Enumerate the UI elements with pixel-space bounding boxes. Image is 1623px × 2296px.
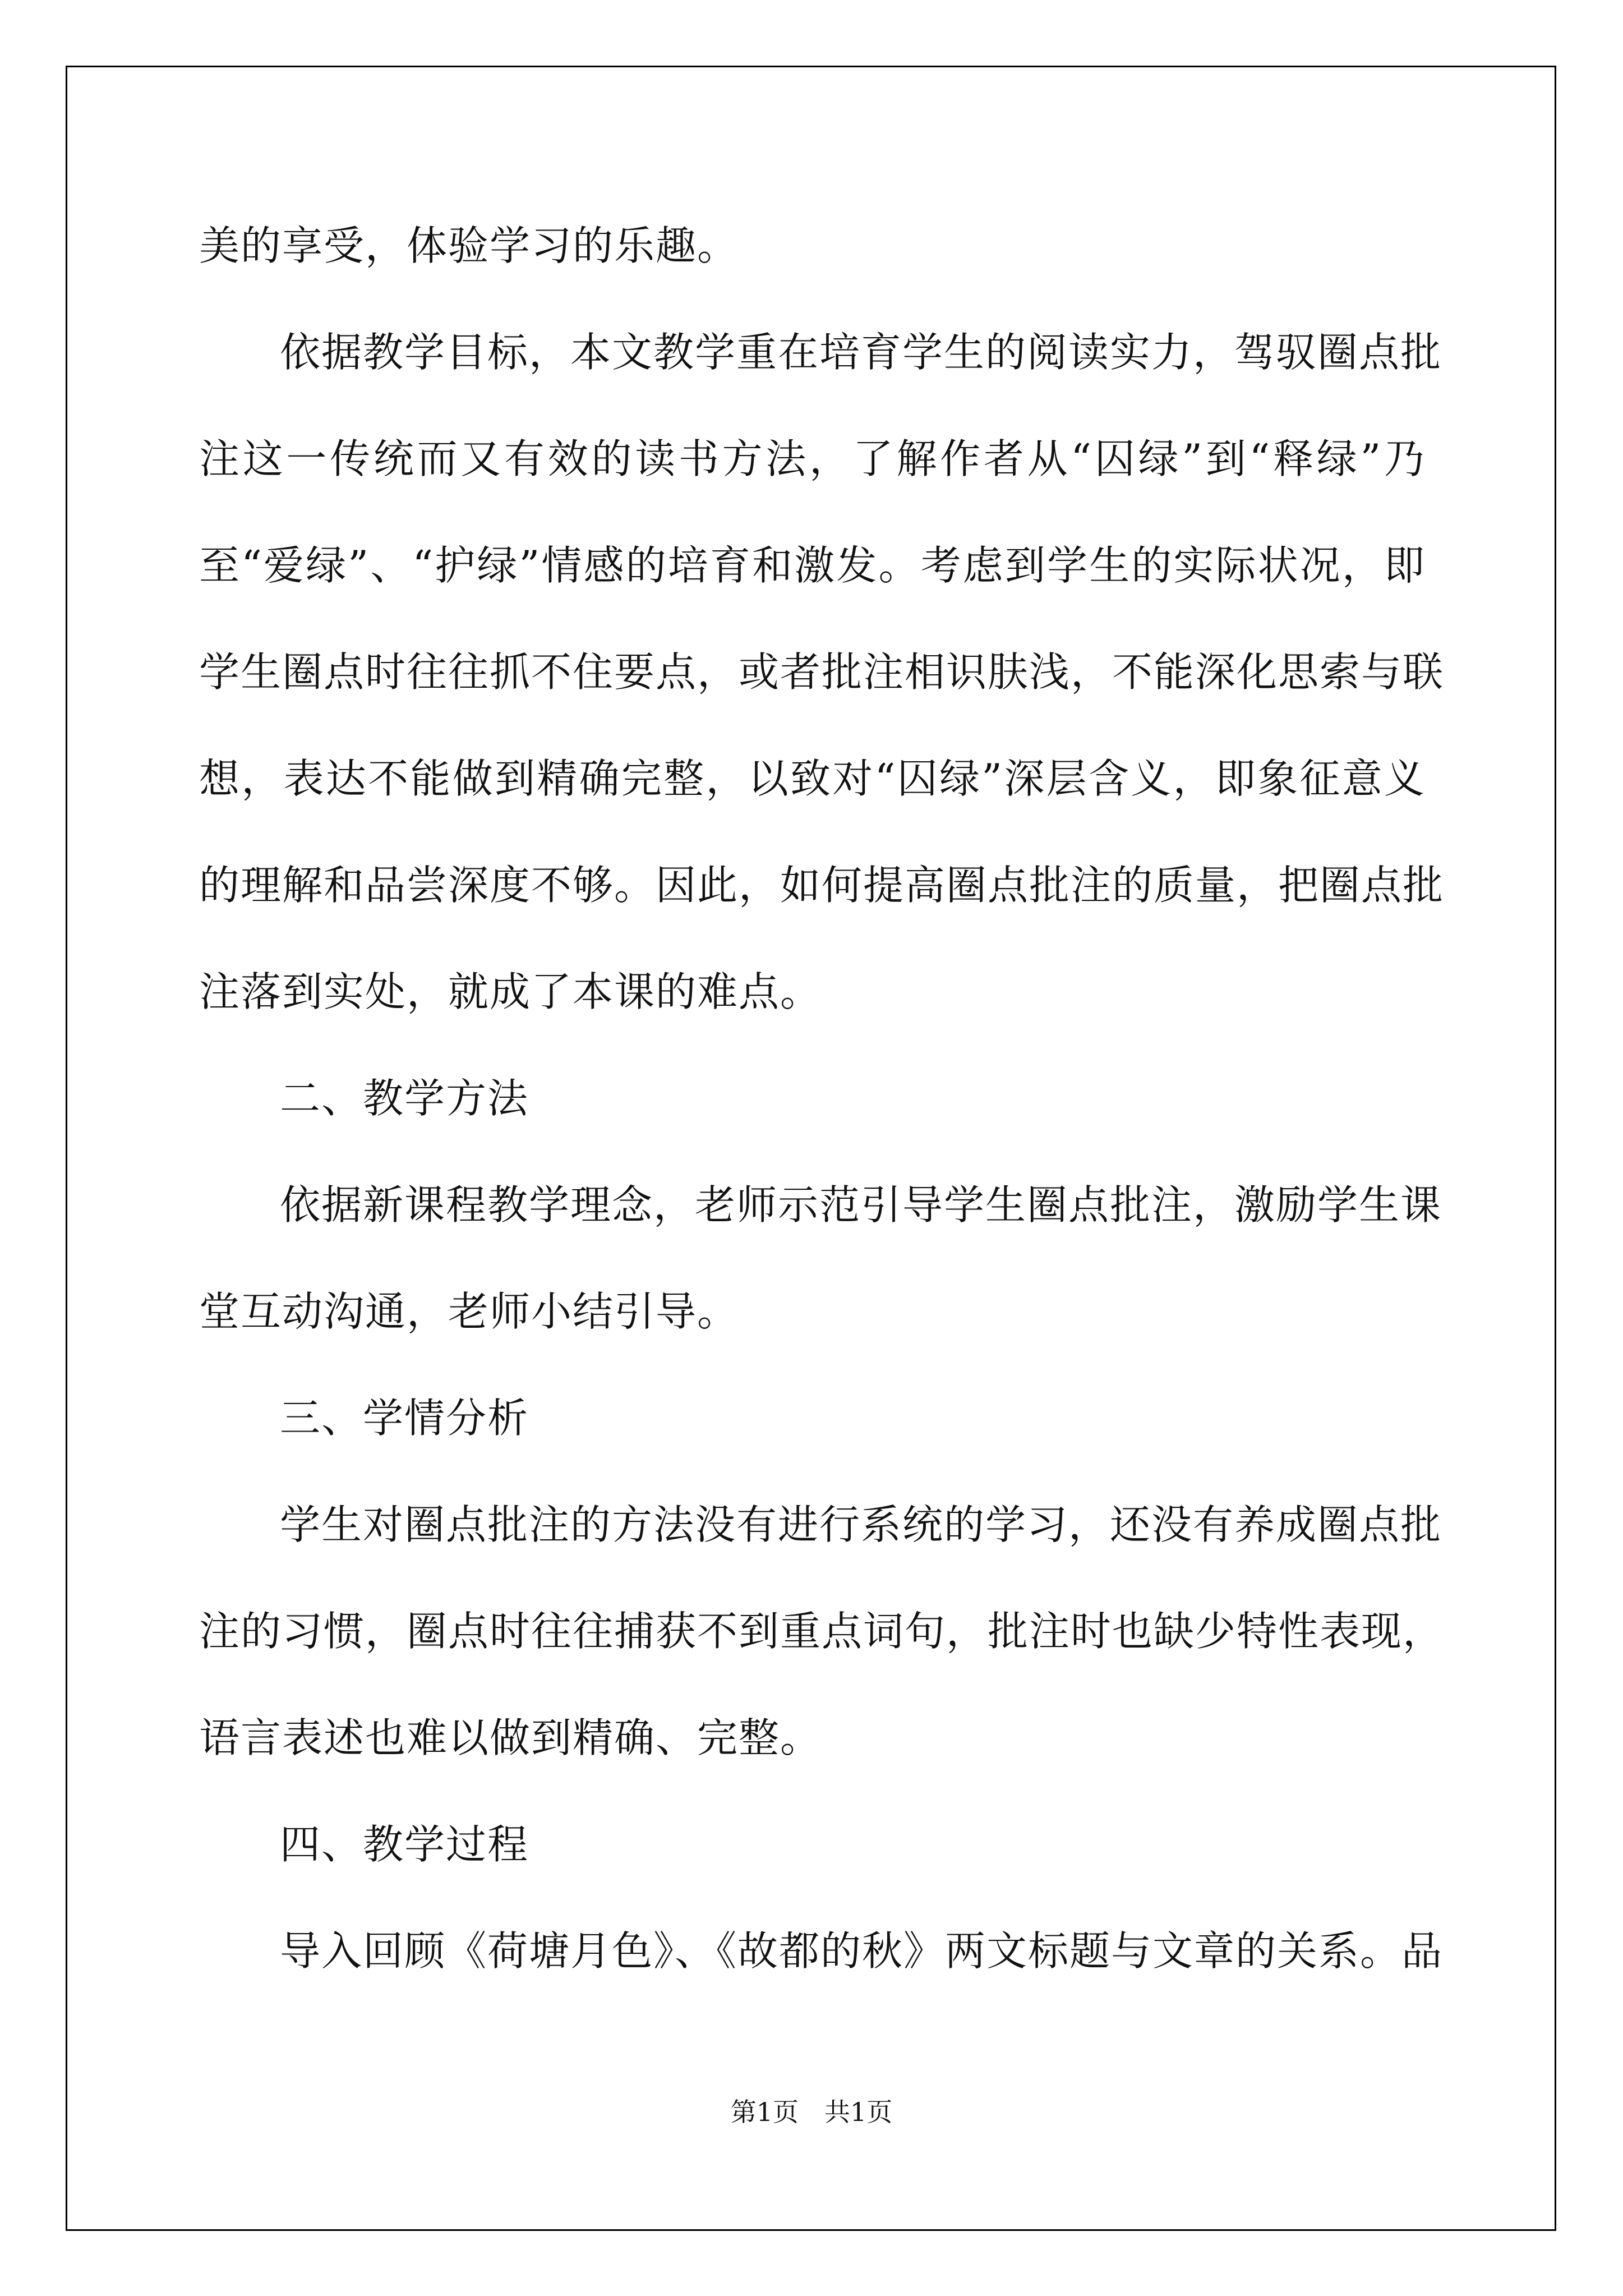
- page-footer: 第1页 共1页: [730, 2097, 893, 2127]
- text-line: 导入回顾《荷塘月色》、《故都的秋》两文标题与文章的关系。品: [280, 1927, 1444, 1975]
- text-line: 学生对圈点批注的方法没有进行系统的学习，还没有养成圈点批: [280, 1501, 1442, 1548]
- text-line: 美的享受，体验学习的乐趣。: [199, 222, 739, 269]
- page-border: [66, 66, 1556, 2231]
- text-line: 语言表述也难以做到精确、完整。: [199, 1714, 822, 1761]
- section-heading: 四、教学过程: [280, 1821, 529, 1868]
- text-line: 注的习惯，圈点时往往捕获不到重点词句，批注时也缺少特性表现，: [199, 1608, 1445, 1655]
- text-line: 依据新课程教学理念，老师示范引导学生圈点批注，激励学生课: [280, 1181, 1442, 1228]
- text-line: 学生圈点时往往抓不住要点，或者批注相识肤浅，不能深化思索与联: [199, 648, 1445, 696]
- text-line: 至“爱绿”、“护绿”情感的培育和激发。考虑到学生的实际状况，即: [199, 542, 1426, 589]
- text-line: 注这一传统而又有效的读书方法，了解作者从“囚绿”到“释绿”乃: [199, 435, 1426, 482]
- text-line: 堂互动沟通，老师小结引导。: [199, 1288, 739, 1335]
- text-line: 依据教学目标，本文教学重在培育学生的阅读实力，驾驭圈点批: [280, 329, 1442, 376]
- text-line: 注落到实处，就成了本课的难点。: [199, 968, 822, 1015]
- section-heading: 二、教学方法: [280, 1075, 529, 1122]
- section-heading: 三、学情分析: [280, 1395, 529, 1442]
- text-line: 的理解和品尝深度不够。因此，如何提高圈点批注的质量，把圈点批: [199, 862, 1445, 909]
- text-line: 想，表达不能做到精确完整，以致对“囚绿”深层含义，即象征意义: [199, 755, 1426, 802]
